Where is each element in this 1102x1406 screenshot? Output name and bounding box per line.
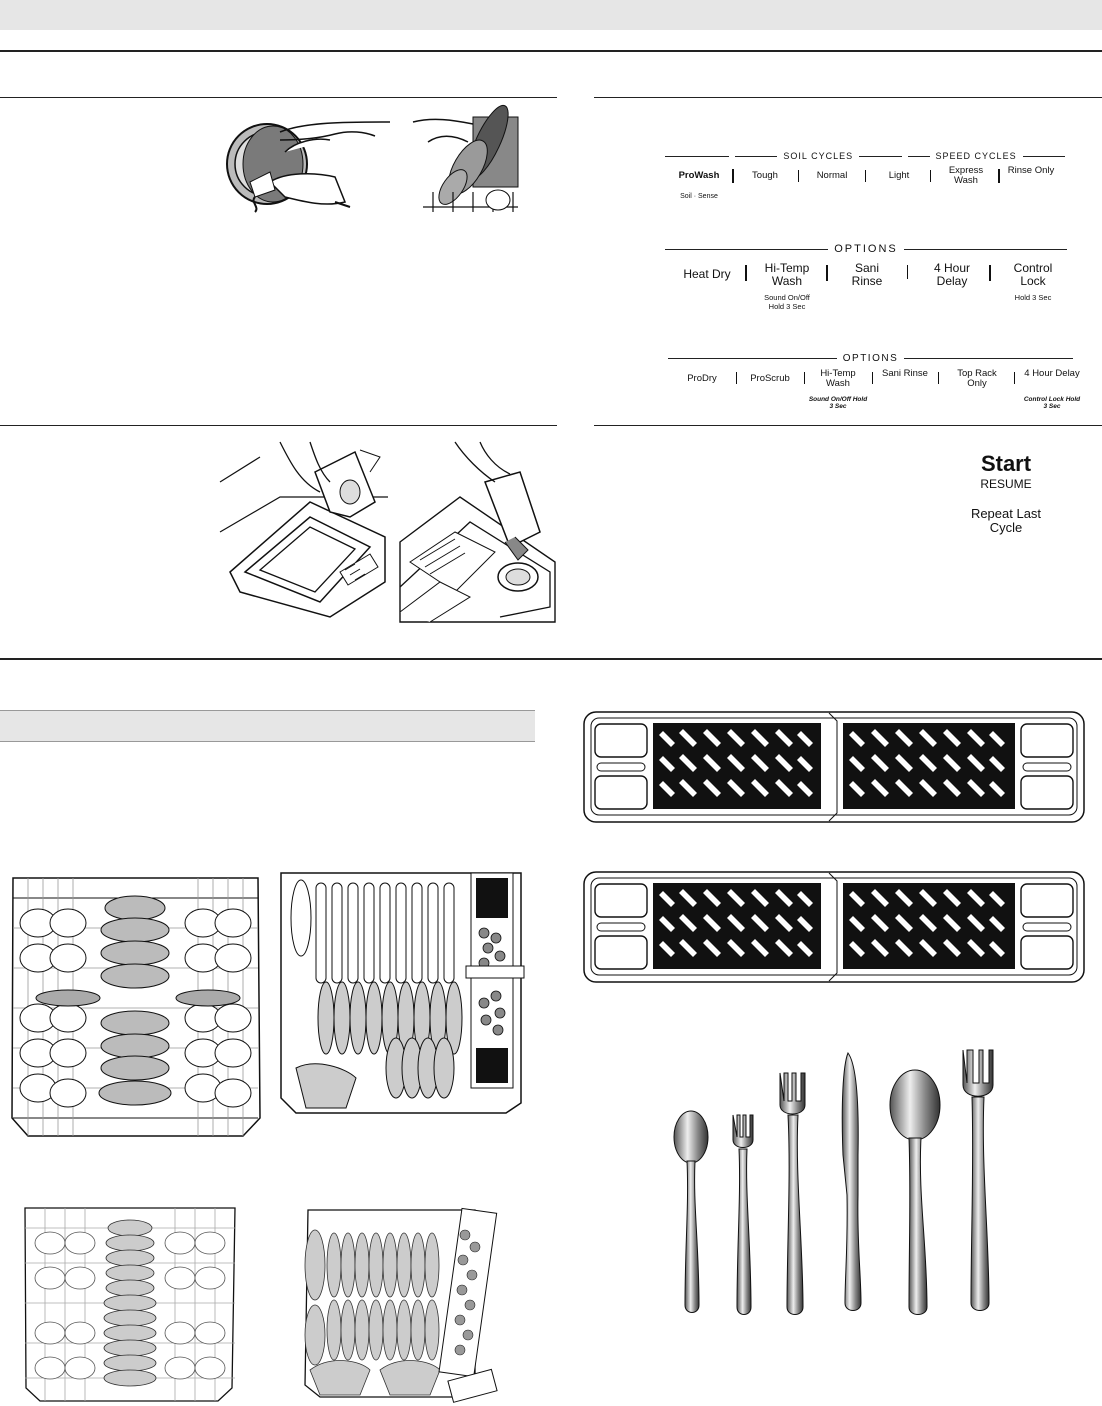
lower-rack-loaded-illustration bbox=[276, 868, 528, 1118]
separator bbox=[907, 265, 908, 279]
start-button[interactable]: Start bbox=[980, 451, 1032, 476]
options-group-header-2 bbox=[668, 352, 1073, 364]
hi-temp-wash-button-2[interactable]: Hi-Temp Wash bbox=[820, 368, 856, 390]
control-lock-button[interactable]: Control Lock bbox=[1013, 261, 1053, 289]
normal-button[interactable]: Normal bbox=[816, 170, 848, 181]
sani-rinse-button[interactable]: Sani Rinse bbox=[851, 261, 883, 289]
cycles-group-header bbox=[665, 150, 1065, 162]
options-group-header bbox=[665, 242, 1067, 256]
proscrub-button[interactable]: ProScrub bbox=[750, 373, 790, 384]
separator bbox=[732, 169, 734, 183]
separator bbox=[826, 265, 828, 281]
silverware-cover-upper bbox=[583, 711, 1085, 823]
options-label: OPTIONS bbox=[834, 243, 898, 255]
left-rule-2 bbox=[0, 425, 557, 426]
4-hour-delay-button[interactable]: 4 Hour Delay bbox=[933, 261, 971, 289]
separator bbox=[804, 372, 805, 384]
loading-rack-illustration bbox=[413, 112, 518, 217]
upper-rack-loaded-illustration bbox=[8, 868, 264, 1140]
right-rule-1 bbox=[594, 97, 1102, 98]
sound-on-off-note-2: Sound On/Off Hold 3 Sec bbox=[808, 396, 868, 411]
right-rule-2 bbox=[594, 425, 1102, 426]
options-label-2: OPTIONS bbox=[842, 352, 899, 364]
separator bbox=[865, 170, 866, 182]
control-lock-note: Control Lock Hold 3 Sec bbox=[1023, 396, 1081, 411]
hi-temp-wash-button[interactable]: Hi-Temp Wash bbox=[764, 261, 810, 289]
flatware-illustration bbox=[665, 1045, 1005, 1325]
separator bbox=[998, 169, 1000, 183]
prodry-button[interactable]: ProDry bbox=[687, 373, 717, 384]
rinse-aid-illustration bbox=[400, 442, 560, 622]
header-bar bbox=[0, 0, 1102, 30]
separator bbox=[930, 170, 931, 182]
soil-sense-label: Soil · Sense bbox=[680, 193, 718, 200]
hold-3-sec-note: Hold 3 Sec bbox=[1014, 293, 1052, 302]
sani-rinse-button-2[interactable]: Sani Rinse bbox=[882, 368, 928, 379]
repeat-last-cycle-button[interactable] bbox=[950, 507, 1062, 536]
left-rule-1 bbox=[0, 97, 557, 98]
detergent-dispenser-illustration bbox=[220, 442, 388, 622]
heat-dry-button[interactable]: Heat Dry bbox=[683, 267, 731, 281]
separator bbox=[736, 372, 737, 384]
light-button[interactable]: Light bbox=[888, 170, 910, 181]
repeat-cycle-line: Cycle bbox=[989, 520, 1023, 536]
separator bbox=[989, 265, 991, 281]
sound-on-off-note: Sound On/Off Hold 3 Sec bbox=[764, 293, 810, 311]
gray-heading-box bbox=[0, 710, 535, 742]
separator bbox=[872, 372, 873, 384]
separator bbox=[1014, 372, 1015, 384]
express-wash-button[interactable]: Express Wash bbox=[948, 165, 984, 187]
4-hour-delay-button-2[interactable]: 4 Hour Delay bbox=[1024, 368, 1080, 379]
top-rack-only-button[interactable]: Top Rack Only bbox=[957, 368, 997, 390]
silverware-cover-lower bbox=[583, 871, 1085, 983]
prowash-button[interactable]: ProWash bbox=[678, 170, 720, 181]
section-rule-2 bbox=[0, 658, 1102, 660]
rinse-only-button[interactable]: Rinse Only bbox=[1007, 165, 1055, 176]
section-rule bbox=[0, 50, 1102, 52]
separator bbox=[798, 170, 799, 182]
scraping-plate-illustration bbox=[225, 112, 395, 222]
repeat-last-line: Repeat Last bbox=[970, 506, 1042, 521]
tough-button[interactable]: Tough bbox=[752, 170, 778, 181]
soil-cycles-label: SOIL CYCLES bbox=[783, 151, 854, 161]
separator bbox=[745, 265, 747, 281]
lower-rack-alt-illustration bbox=[300, 1205, 508, 1401]
resume-label: RESUME bbox=[980, 477, 1032, 491]
speed-cycles-label: SPEED CYCLES bbox=[935, 151, 1017, 161]
upper-rack-alt-illustration bbox=[20, 1203, 238, 1403]
separator bbox=[938, 372, 939, 384]
